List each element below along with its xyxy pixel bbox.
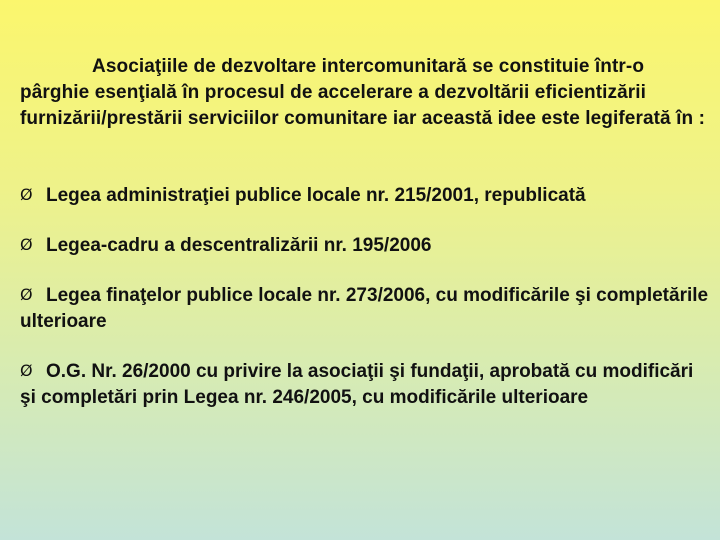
list-item — [20, 233, 714, 259]
legislation-list — [20, 183, 714, 435]
list-item — [20, 183, 714, 209]
intro-paragraph: Asociaţiile de dezvoltare intercomunitară se constituie într-o pârghie esenţială în procesul de accelerare a dezvoltării eficientizării furnizării/prestării serviciilor comunitare iar această idee este legiferată în : — [20, 56, 705, 129]
arrow-bullet-icon: Ø — [20, 361, 33, 380]
arrow-bullet-icon: Ø — [20, 185, 33, 204]
arrow-bullet-icon: Ø — [20, 235, 33, 254]
list-item-text: Legea administraţiei publice locale nr. 215/2001, republicată — [46, 185, 586, 206]
list-item-text: Legea-cadru a descentralizării nr. 195/2006 — [46, 235, 432, 256]
list-item — [20, 283, 714, 335]
list-item-text: O.G. Nr. 26/2000 cu privire la asociaţii şi fundaţii, aprobată cu modificări şi completări prin Legea nr. 246/2005, cu modificările ulterioare — [20, 361, 694, 408]
list-item — [20, 359, 714, 411]
arrow-bullet-icon: Ø — [20, 285, 33, 304]
list-item-text: Legea finaţelor publice locale nr. 273/2006, cu modificările şi completările ulterioare — [20, 285, 709, 332]
